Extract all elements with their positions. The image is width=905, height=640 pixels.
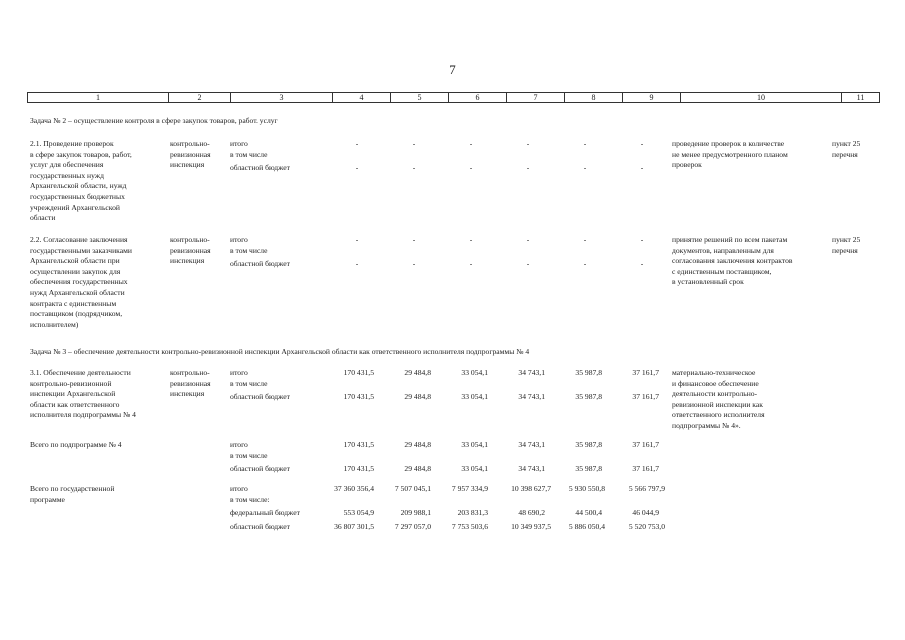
row-3-1-regional-col7: 34 743,1: [518, 392, 545, 401]
row-2-2-name-line: исполнителем): [30, 319, 79, 329]
column-header-2: 2: [169, 93, 231, 103]
source-line: федеральный бюджет: [230, 508, 300, 518]
row-2-1-regional-col7: -: [526, 163, 530, 172]
row-3-1-name: [30, 368, 136, 421]
executor-line: инспекция: [170, 389, 205, 399]
link-line: перечня: [832, 149, 858, 159]
task-2-heading: Задача № 2 – осуществление контроля в сфере закупок товаров, работ. услуг: [30, 116, 278, 125]
grand-total-federal-col4: 553 054,9: [343, 508, 374, 517]
link-line: пункт 25: [832, 235, 861, 244]
source-line: в том числе: [230, 378, 268, 388]
result-line: согласования заключения контрактов: [672, 256, 793, 266]
row-2-1-total-col8: -: [583, 139, 587, 148]
row-2-1-link: [832, 139, 860, 160]
row-2-2-regional-col6: -: [469, 259, 473, 268]
grand-total-regional-col6: 7 753 503,6: [451, 522, 488, 531]
row-2-2-total-col9: -: [640, 235, 644, 244]
row-3-1-result: [672, 368, 765, 432]
row-3-1-total-col6: 33 054,1: [461, 368, 488, 377]
row-3-1-total-col4: 170 431,5: [343, 368, 374, 377]
row-2-1-name-line: учреждений Архангельской: [30, 202, 120, 212]
executor-line: контрольно-: [170, 235, 210, 244]
page-number: 7: [449, 62, 456, 77]
result-line: принятие решений по всем пакетам: [672, 235, 788, 244]
column-header-10: 10: [681, 93, 842, 103]
row-2-1-name-line: государственных бюджетных: [30, 191, 125, 201]
grand-total-label-line: программе: [30, 494, 65, 504]
subtotal-label: Всего по подпрограмме № 4: [30, 440, 122, 449]
row-2-2-name-line: Архангельской области при: [30, 256, 120, 266]
link-line: пункт 25: [832, 139, 861, 148]
executor-line: инспекция: [170, 256, 205, 266]
grand-total-regional-col7: 10 349 937,5: [511, 522, 551, 531]
row-2-2-name-line: контракта с единственным: [30, 298, 117, 308]
row-2-2-regional-col9: -: [640, 259, 644, 268]
subtotal-regional-col9: 37 161,7: [632, 464, 659, 473]
result-line: ответственного исполнителя: [672, 410, 765, 420]
row-2-2-link: [832, 235, 860, 256]
row-2-2-total-col8: -: [583, 235, 587, 244]
grand-total-source: [230, 484, 300, 532]
row-3-1-name-line: исполнителя подпрограммы № 4: [30, 410, 136, 420]
row-3-1-source: [230, 368, 290, 403]
row-2-2-executor: [170, 235, 211, 267]
row-3-1-total-col7: 34 743,1: [518, 368, 545, 377]
row-2-2-name: [30, 235, 132, 330]
row-2-2-name-line: обеспечения государственных: [30, 277, 128, 287]
row-3-1-executor: [170, 368, 211, 400]
row-2-2-regional-col4: -: [355, 259, 359, 268]
column-header-1: 1: [96, 93, 100, 102]
column-header-row: [27, 92, 880, 103]
row-2-1-name-line: 2.1. Проведение проверок: [30, 139, 114, 148]
column-header-3: 3: [231, 93, 333, 103]
subtotal-regional-col7: 34 743,1: [518, 464, 545, 473]
row-2-2-total-col4: -: [355, 235, 359, 244]
row-2-1-result: [672, 139, 788, 171]
source-line: в том числе: [230, 245, 268, 255]
row-2-2-name-line: государственными заказчиками: [30, 245, 132, 255]
executor-line: ревизионная: [170, 378, 211, 388]
source-line: в том числе: [230, 450, 268, 460]
row-2-2-total-col5: -: [412, 235, 416, 244]
row-3-1-regional-col9: 37 161,7: [632, 392, 659, 401]
row-2-2-regional-col8: -: [583, 259, 587, 268]
grand-total-total-col7: 10 398 627,7: [511, 484, 551, 493]
row-2-1-regional-col9: -: [640, 163, 644, 172]
column-header-5: 5: [391, 93, 449, 103]
row-2-1-total-col7: -: [526, 139, 530, 148]
row-2-2-name-line: поставщиком (подрядчиком,: [30, 309, 123, 319]
column-header-11: 11: [842, 93, 880, 103]
row-2-1-regional-col5: -: [412, 163, 416, 172]
grand-total-total-col4: 37 360 356,4: [334, 484, 374, 493]
subtotal-total-col9: 37 161,7: [632, 440, 659, 449]
row-3-1-regional-col8: 35 987,8: [575, 392, 602, 401]
row-2-2-name-line: нужд Архангельской области: [30, 287, 125, 297]
link-line: перечня: [832, 245, 858, 255]
row-2-1-name: [30, 139, 132, 224]
column-header-9: 9: [623, 93, 681, 103]
result-line: подпрограммы № 4».: [672, 420, 741, 430]
row-2-1-name-line: в сфере закупок товаров, работ,: [30, 149, 132, 159]
row-2-1-source: [230, 139, 290, 174]
result-line: деятельности контрольно-: [672, 389, 758, 399]
source-line: областной бюджет: [230, 464, 290, 474]
grand-total-federal-col8: 44 500,4: [575, 508, 602, 517]
row-2-1-total-col6: -: [469, 139, 473, 148]
result-line: проверок: [672, 160, 702, 170]
row-2-1-regional-col6: -: [469, 163, 473, 172]
row-3-1-regional-col5: 29 484,8: [404, 392, 431, 401]
subtotal-regional-col4: 170 431,5: [343, 464, 374, 473]
row-2-1-total-col5: -: [412, 139, 416, 148]
row-3-1-name-line: инспекции Архангельской: [30, 389, 116, 399]
grand-total-federal-col5: 209 988,1: [400, 508, 431, 517]
row-2-2-result: [672, 235, 792, 288]
result-line: и финансовое обеспечение: [672, 378, 759, 388]
column-header-8: 8: [565, 93, 623, 103]
row-3-1-name-line: 3.1. Обеспечение деятельности: [30, 368, 131, 377]
subtotal-source: [230, 440, 290, 475]
subtotal-total-col4: 170 431,5: [343, 440, 374, 449]
subtotal-total-col5: 29 484,8: [404, 440, 431, 449]
row-2-2-name-line: 2.2. Согласование заключения: [30, 235, 128, 244]
grand-total-label-line: Всего по государственной: [30, 484, 115, 493]
subtotal-total-col6: 33 054,1: [461, 440, 488, 449]
executor-line: инспекция: [170, 160, 205, 170]
executor-line: контрольно-: [170, 139, 210, 148]
source-line: итого: [230, 440, 248, 449]
executor-line: ревизионная: [170, 245, 211, 255]
row-2-1-regional-col4: -: [355, 163, 359, 172]
result-line: в установленный срок: [672, 277, 744, 287]
row-2-2-regional-col7: -: [526, 259, 530, 268]
grand-total-regional-col9: 5 520 753,0: [628, 522, 665, 531]
source-line: итого: [230, 484, 248, 493]
source-line: в том числе:: [230, 494, 270, 504]
grand-total-total-col5: 7 507 045,1: [394, 484, 431, 493]
executor-line: контрольно-: [170, 368, 210, 377]
source-line: областной бюджет: [230, 259, 290, 269]
row-2-2-name-line: осуществлении закупок для: [30, 266, 121, 276]
row-3-1-total-col9: 37 161,7: [632, 368, 659, 377]
result-line: документов, направленным для: [672, 245, 774, 255]
subtotal-total-col7: 34 743,1: [518, 440, 545, 449]
grand-total-total-col9: 5 566 797,9: [628, 484, 665, 493]
row-3-1-total-col8: 35 987,8: [575, 368, 602, 377]
row-2-2-total-col7: -: [526, 235, 530, 244]
row-3-1-regional-col4: 170 431,5: [343, 392, 374, 401]
column-header-4: 4: [333, 93, 391, 103]
result-line: проведение проверок в количестве: [672, 139, 785, 148]
row-3-1-name-line: контрольно-ревизионной: [30, 378, 112, 388]
row-2-1-total-col9: -: [640, 139, 644, 148]
subtotal-regional-col6: 33 054,1: [461, 464, 488, 473]
source-line: в том числе: [230, 149, 268, 159]
row-2-1-name-line: области: [30, 213, 56, 223]
grand-total-regional-col4: 36 807 301,5: [334, 522, 374, 531]
subtotal-total-col8: 35 987,8: [575, 440, 602, 449]
grand-total-total-col6: 7 957 334,9: [451, 484, 488, 493]
grand-total-federal-col6: 203 831,3: [457, 508, 488, 517]
grand-total-regional-col8: 5 886 050,4: [568, 522, 605, 531]
row-2-2-total-col6: -: [469, 235, 473, 244]
row-2-1-regional-col8: -: [583, 163, 587, 172]
source-line: итого: [230, 368, 248, 377]
row-3-1-regional-col6: 33 054,1: [461, 392, 488, 401]
grand-total-federal-col9: 46 044,9: [632, 508, 659, 517]
source-line: итого: [230, 235, 248, 244]
column-header-7: 7: [507, 93, 565, 103]
row-3-1-name-line: области как ответственного: [30, 399, 120, 409]
source-line: областной бюджет: [230, 392, 290, 402]
column-header-6: 6: [449, 93, 507, 103]
subtotal-regional-col8: 35 987,8: [575, 464, 602, 473]
row-3-1-total-col5: 29 484,8: [404, 368, 431, 377]
source-line: областной бюджет: [230, 163, 290, 173]
source-line: итого: [230, 139, 248, 148]
source-line: областной бюджет: [230, 521, 290, 531]
row-2-1-name-line: Архангельской области, нужд: [30, 181, 127, 191]
grand-total-total-col8: 5 930 550,8: [568, 484, 605, 493]
result-line: с единственным поставщиком,: [672, 266, 772, 276]
result-line: ревизионной инспекции как: [672, 399, 763, 409]
row-2-1-executor: [170, 139, 211, 171]
row-2-1-name-line: услуг для обеспечения: [30, 160, 104, 170]
grand-total-regional-col5: 7 297 057,0: [394, 522, 431, 531]
row-2-2-regional-col5: -: [412, 259, 416, 268]
grand-total-label: [30, 484, 114, 505]
row-2-1-total-col4: -: [355, 139, 359, 148]
row-2-2-source: [230, 235, 290, 270]
result-line: материально-техническое: [672, 368, 756, 377]
executor-line: ревизионная: [170, 149, 211, 159]
subtotal-regional-col5: 29 484,8: [404, 464, 431, 473]
grand-total-federal-col7: 48 690,2: [518, 508, 545, 517]
task-3-heading: Задача № 3 – обеспечение деятельности контрольно-ревизионной инспекции Архангельской области как ответственного исполнителя подпрограммы № 4: [30, 347, 530, 356]
result-line: не менее предусмотренного планом: [672, 149, 788, 159]
row-2-1-name-line: государственных нужд: [30, 170, 104, 180]
